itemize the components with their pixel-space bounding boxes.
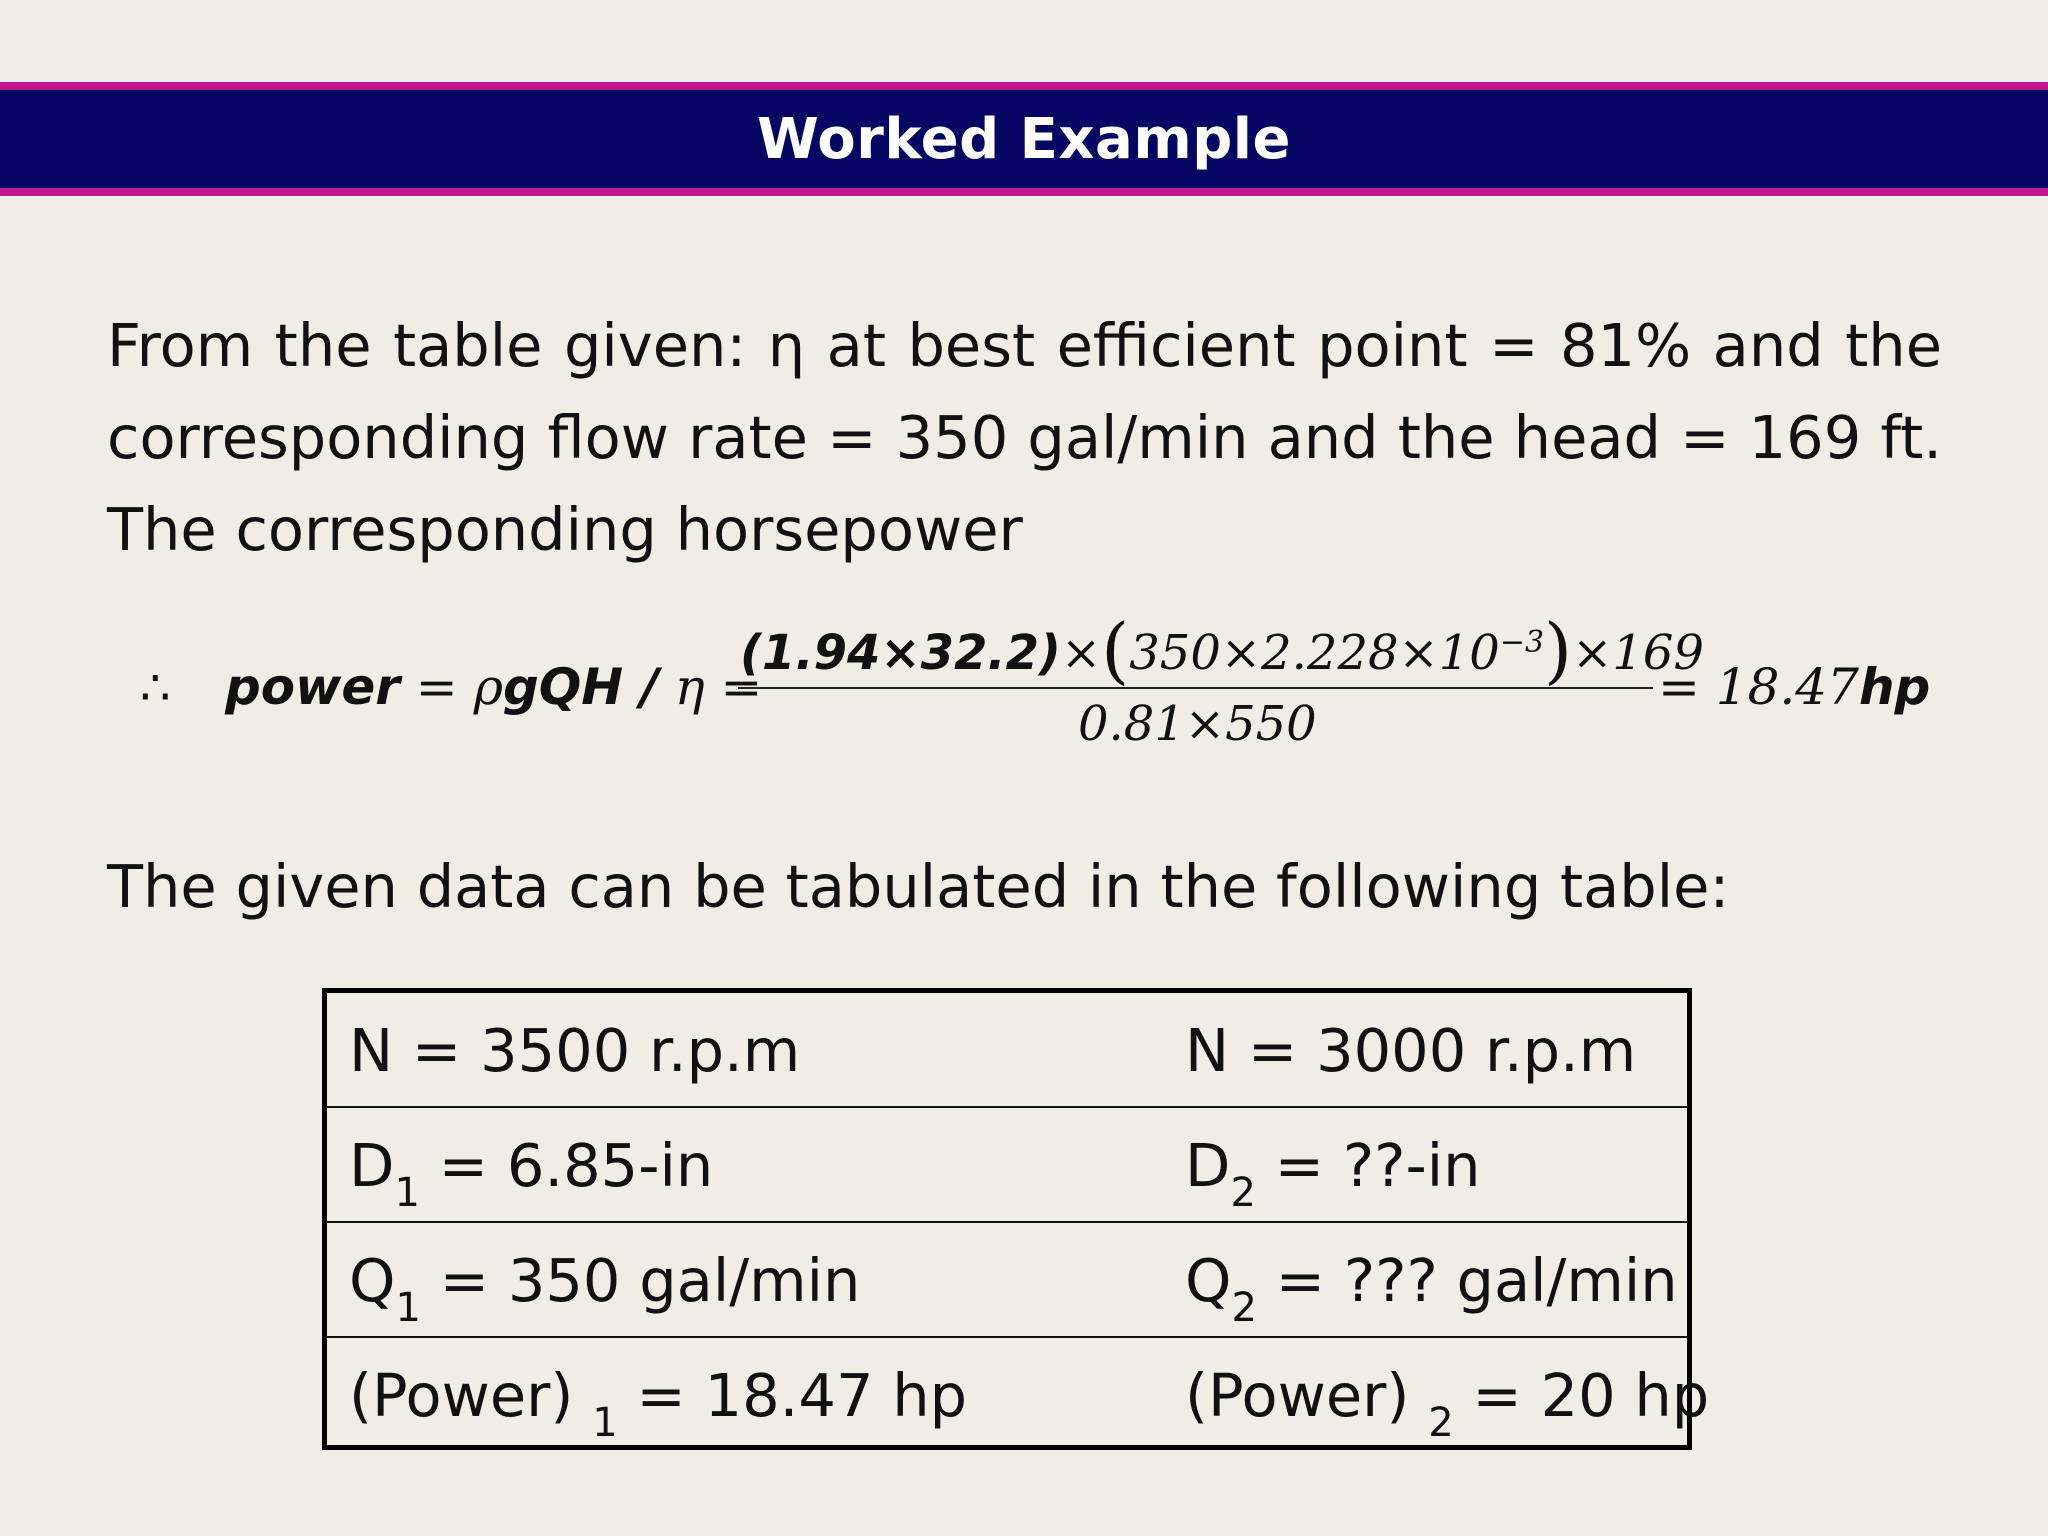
table-cell <box>349 1108 713 1223</box>
cell-subscript: 1 <box>592 1400 618 1446</box>
table-cell <box>349 993 800 1108</box>
table-row <box>327 993 1687 1108</box>
open-paren: ( <box>1101 608 1130 692</box>
table-cell <box>1185 1223 1678 1338</box>
cell-main: N = 3000 r.p.m <box>1185 1016 1637 1085</box>
cell-main: D <box>1185 1131 1231 1200</box>
cell-rest: = 6.85-in <box>419 1131 714 1200</box>
close-paren: ) <box>1544 608 1573 692</box>
eta-term: η = <box>658 658 763 716</box>
power-term: power <box>225 658 400 716</box>
cell-rest: = ??-in <box>1255 1131 1481 1200</box>
cell-main: (Power) <box>349 1361 593 1430</box>
equation-denominator: 0.81×550 <box>1078 696 1317 752</box>
cell-rest: = 20 hp <box>1453 1361 1710 1430</box>
cell-main: (Power) <box>1185 1361 1429 1430</box>
equation-lhs <box>225 658 762 716</box>
cell-subscript: 1 <box>394 1170 420 1216</box>
table-cell <box>1185 993 1636 1108</box>
slide-title: Worked Example <box>757 106 1291 172</box>
cell-subscript: 2 <box>1231 1285 1257 1331</box>
cell-main: Q <box>349 1246 396 1315</box>
table-row <box>327 1108 1687 1223</box>
therefore-symbol: ∴ <box>140 660 171 716</box>
equals-rho: = ρ <box>399 658 503 716</box>
table-cell <box>349 1338 967 1453</box>
data-table <box>322 988 1710 1450</box>
cell-subscript: 2 <box>1230 1170 1256 1216</box>
gqh-term: gQH / <box>502 658 659 716</box>
table-row <box>327 1338 1710 1453</box>
equation-result <box>1658 658 1930 716</box>
title-bar <box>0 90 2048 188</box>
cell-rest: = 18.47 hp <box>617 1361 968 1430</box>
cell-main: N = 3500 r.p.m <box>349 1016 801 1085</box>
fraction-line <box>738 687 1653 689</box>
numerator-flow: 350×2.228×10 <box>1129 625 1500 681</box>
numerator-head: ×169 <box>1572 625 1704 681</box>
cell-rest: = ??? gal/min <box>1256 1246 1678 1315</box>
table-row <box>327 1223 1687 1338</box>
power-equation <box>140 588 1931 758</box>
numerator-times-1: × <box>1060 625 1102 681</box>
cell-rest: = 350 gal/min <box>420 1246 861 1315</box>
cell-subscript: 2 <box>1428 1400 1454 1446</box>
result-value: = 18.47 <box>1658 658 1859 716</box>
table-cell <box>1185 1338 1709 1453</box>
numerator-exponent: −3 <box>1499 625 1545 660</box>
intro-paragraph: From the table given: η at best efficient point = 81% and the corresponding flow rate = 350 gal/min and the head = 169 ft. The corresponding horsepower <box>107 311 1942 564</box>
cell-subscript: 1 <box>395 1285 421 1331</box>
numerator-density-gravity: (1.94×32.2) <box>740 625 1061 681</box>
table-cell <box>349 1223 860 1338</box>
equation-numerator <box>740 608 1704 692</box>
table-cell <box>1185 1108 1481 1223</box>
cell-main: Q <box>1185 1246 1232 1315</box>
cell-main: D <box>349 1131 395 1200</box>
table-intro: The given data can be tabulated in the following table: <box>107 852 1730 921</box>
result-unit: hp <box>1858 658 1931 716</box>
